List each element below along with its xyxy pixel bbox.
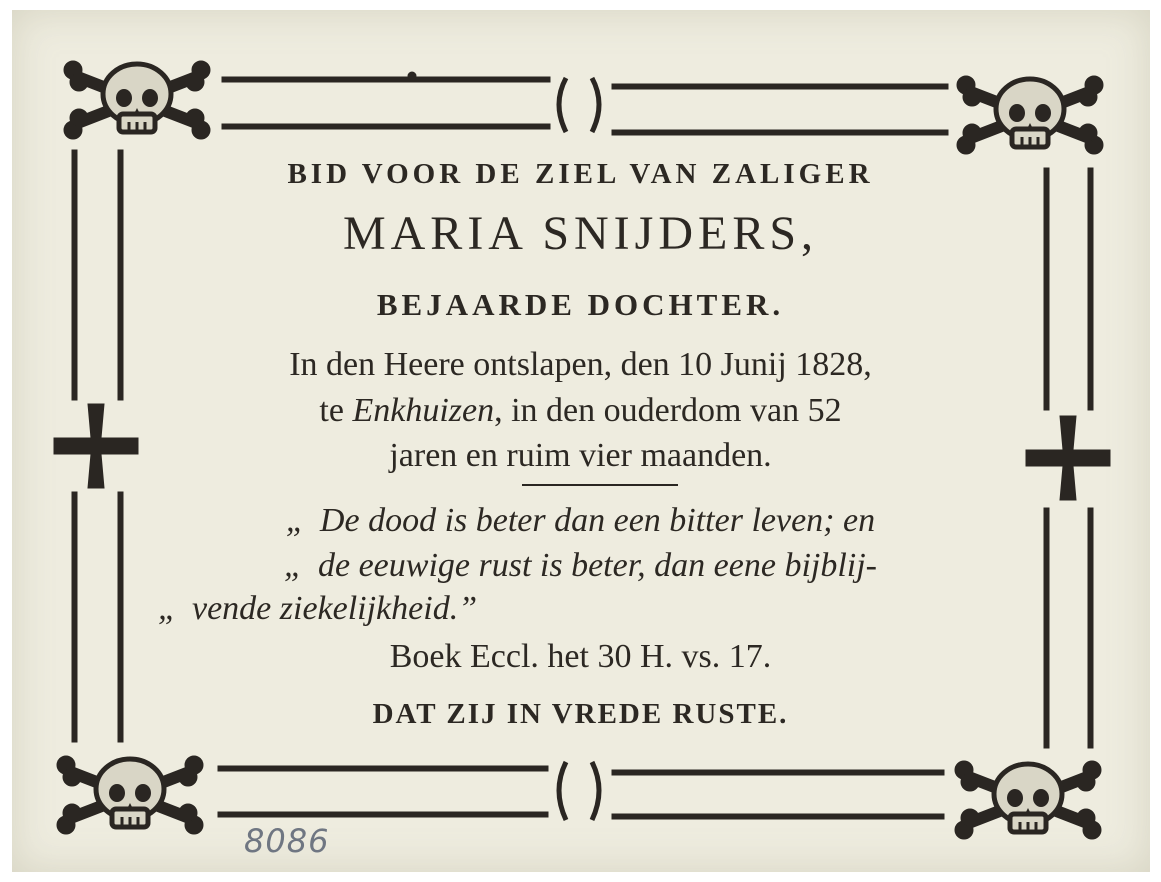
quote-mark: „ bbox=[285, 502, 305, 539]
closing-line: DAT ZIJ IN VREDE RUSTE. bbox=[372, 698, 789, 730]
place-name: Enkhuizen bbox=[352, 392, 495, 429]
skull-and-crossbones-icon bbox=[957, 76, 1103, 154]
bracket-ornament-bottom-right bbox=[592, 762, 599, 820]
place-age-line bbox=[0, 392, 1161, 430]
scripture-reference: Boek Eccl. het 30 H. vs. 17. bbox=[389, 638, 772, 675]
deceased-status: BEJAARDE DOCHTER. bbox=[376, 287, 785, 322]
handwritten-inventory-number: 8086 bbox=[244, 822, 330, 860]
bracket-ornament-top-right bbox=[592, 78, 599, 132]
divider-rule bbox=[522, 484, 678, 486]
quote-text-1: De dood is beter dan een bitter leven; en bbox=[319, 502, 876, 539]
place-prefix: te bbox=[319, 392, 344, 429]
death-date-line: In den Heere ontslapen, den 10 Junij 1828, bbox=[289, 346, 872, 383]
quote-line-3 bbox=[0, 590, 1161, 628]
quote-text-2: de eeuwige rust is beter, dan eene bijblij- bbox=[318, 547, 877, 584]
top-border-rules bbox=[222, 77, 948, 135]
skull-and-crossbones-icon bbox=[57, 756, 203, 834]
quote-line-1 bbox=[0, 502, 1161, 540]
quote-text-3: vende ziekelijkheid.” bbox=[192, 590, 478, 627]
skull-and-crossbones-icon bbox=[64, 61, 210, 139]
bottom-border-rules bbox=[218, 766, 944, 819]
deceased-name: MARIA SNIJDERS, bbox=[342, 207, 819, 260]
bracket-ornament-bottom-left bbox=[559, 762, 566, 820]
age-line: jaren en ruim vier maanden. bbox=[389, 437, 772, 474]
quote-line-2 bbox=[0, 547, 1161, 585]
skull-and-crossbones-icon bbox=[955, 761, 1101, 839]
quote-mark: „ bbox=[158, 590, 177, 627]
quote-mark: „ bbox=[284, 547, 303, 584]
invocation-line: BID VOOR DE ZIEL VAN ZALIGER bbox=[287, 158, 874, 190]
bracket-ornament-top-left bbox=[559, 78, 566, 132]
place-suffix: , in den ouderdom van 52 bbox=[494, 392, 842, 429]
